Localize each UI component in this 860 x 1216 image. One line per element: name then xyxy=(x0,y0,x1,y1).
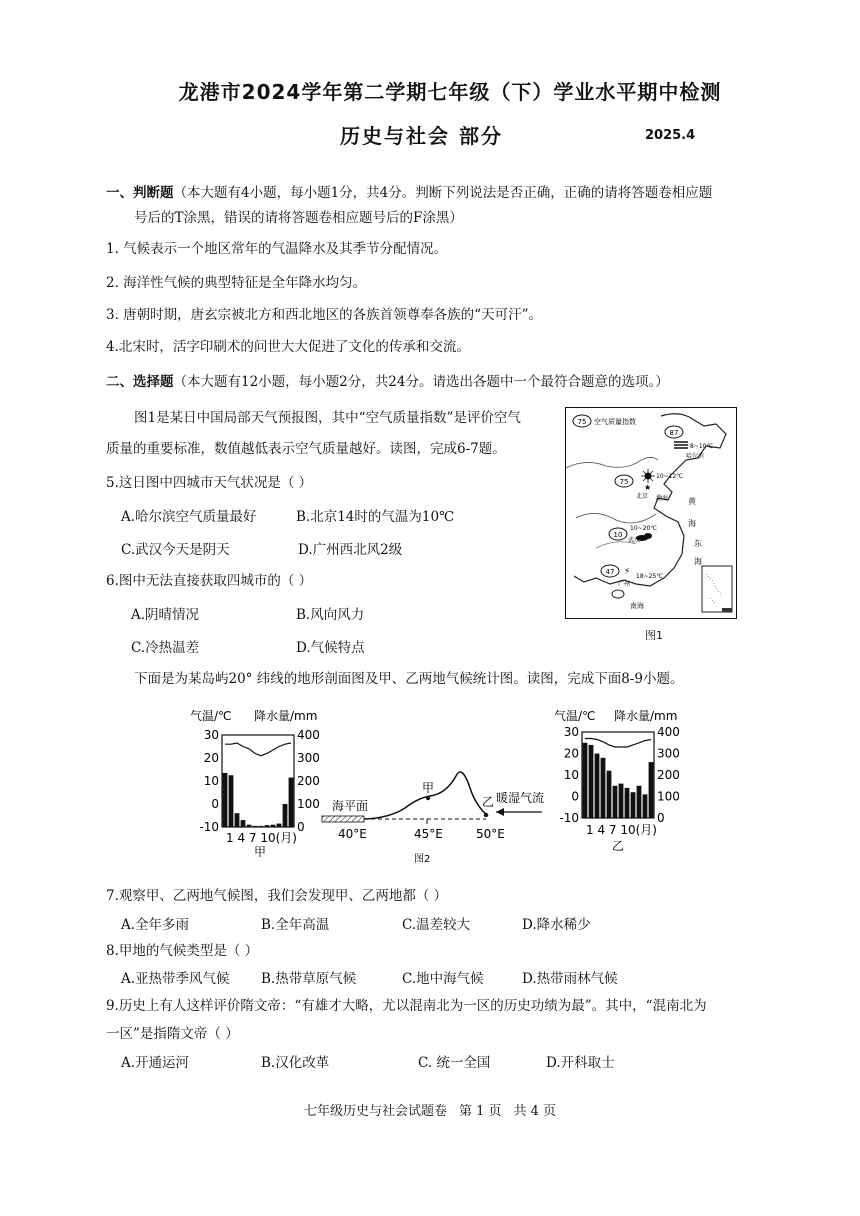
wuhan-label: 武汉 xyxy=(628,537,641,544)
section1-heading: 一、判断题 xyxy=(106,185,174,201)
yi-temp-tick: -10 xyxy=(559,811,579,825)
legend-aqi-value: 75 xyxy=(577,418,587,426)
figure2-caption: 图2 xyxy=(414,854,431,865)
q7-option-c: C.温差较大 xyxy=(402,917,471,933)
yi-temp-tick: 10 xyxy=(563,768,579,782)
jia-precip-bar xyxy=(277,824,282,827)
exam-subtitle: 历史与社会 部分 xyxy=(340,124,503,148)
yi-precip-bar xyxy=(625,788,630,818)
q7-option-b: B.全年高温 xyxy=(261,917,330,933)
yi-precip-bar xyxy=(631,792,636,818)
section2-heading: 二、选择题 xyxy=(106,374,174,390)
q6-option-d: D.气候特点 xyxy=(296,640,365,656)
yi-precip-tick: 400 xyxy=(657,725,680,739)
jia-precip-bar xyxy=(259,826,264,827)
river xyxy=(576,513,656,522)
section1-instruction-line2: 号后的T涂黑，错误的请将答题卷相应题号后的F涂黑） xyxy=(134,210,463,226)
section2-instruction: （本大题有12小题，每小题2分，共24分。请选出各题中一个最符合题意的选项。） xyxy=(173,374,669,390)
lon-40e: 40°E xyxy=(338,827,367,841)
jia-precip-bar xyxy=(235,813,240,827)
question-1: 1. 气候表示一个地区常年的气温降水及其季节分配情况。 xyxy=(106,241,448,257)
q8-option-a: A.亚热带季风气候 xyxy=(121,971,230,987)
yi-temp-line xyxy=(585,739,651,748)
coastline xyxy=(574,414,726,586)
yi-precip-bar xyxy=(589,745,594,818)
yi-chart-label: 乙 xyxy=(612,839,625,853)
yi-month-labels: 1 4 7 10(月) xyxy=(586,823,657,837)
wuhan-temp: 10~20℃ xyxy=(630,525,658,532)
q6-option-b: B.风向风力 xyxy=(296,607,365,623)
question-7: 7.观察甲、乙两地气候图，我们会发现甲、乙两地都（ ） xyxy=(106,888,448,904)
jia-precip-axis-title: 降水量/mm xyxy=(254,709,318,723)
question-9-line1: 9.历史上有人这样评价隋文帝：“有雄才大略，尤以混南北为一区的历史功绩为最”。其中，“混南北为 xyxy=(106,998,707,1014)
q5-option-b: B.北京14时的气温为10℃ xyxy=(296,509,455,525)
yi-precip-tick: 200 xyxy=(657,768,680,782)
sea-hatch xyxy=(322,816,364,822)
q9-option-b: B.汉化改革 xyxy=(261,1055,330,1071)
bohai-label: 渤海 xyxy=(656,495,669,502)
beijing-temp: 10~12℃ xyxy=(656,473,684,480)
jia-temp-line xyxy=(225,743,291,756)
q5-option-c: C.武汉今天是阴天 xyxy=(121,542,230,558)
lon-50e: 50°E xyxy=(476,827,505,841)
figure1-weather-map xyxy=(565,407,737,619)
guangzhou-temp: 18~25℃ xyxy=(636,573,664,580)
guangzhou-aqi: 47 xyxy=(605,568,615,576)
q5-option-a: A.哈尔滨空气质量最好 xyxy=(121,509,257,525)
yi-precip-bar xyxy=(601,758,606,818)
wuhan-aqi: 10 xyxy=(613,531,623,539)
sun-icon xyxy=(641,469,655,483)
guangzhou-label: 广州 xyxy=(618,581,631,588)
hainan-island xyxy=(612,590,624,598)
jia-precip-bar xyxy=(229,775,234,827)
yi-precip-bar xyxy=(595,754,600,819)
yi-precip-ticks xyxy=(657,725,680,825)
jia-temp-tick: 10 xyxy=(203,774,219,788)
yi-precip-bar xyxy=(643,794,648,818)
footer-total: 共 4 页 xyxy=(513,1104,557,1119)
section2-instruction-line xyxy=(106,370,669,390)
figure1-intro-line1: 图1是某日中国局部天气预报图，其中“空气质量指数”是评价空气 xyxy=(134,410,521,426)
q8-option-c: C.地中海气候 xyxy=(402,971,484,987)
yi-bars xyxy=(583,743,654,818)
sea-level-label: 海平面 xyxy=(332,799,369,813)
q8-option-b: B.热带草原气候 xyxy=(261,971,357,987)
jia-temp-tick: 30 xyxy=(203,728,219,742)
yi-temp-tick: 30 xyxy=(563,725,579,739)
legend-aqi-label: 空气质量指数 xyxy=(594,418,636,426)
footer-exam-name: 七年级历史与社会试题卷 xyxy=(303,1104,447,1119)
jia-precip-bar xyxy=(253,826,258,827)
page-footer xyxy=(0,1100,860,1119)
jia-precip-tick: 100 xyxy=(297,797,320,811)
thunderstorm-icon: ⚡ xyxy=(624,567,631,577)
huanghai-label-2: 海 xyxy=(688,519,696,528)
jia-precip-bar xyxy=(265,825,270,827)
jia-precip-bar xyxy=(271,825,276,827)
jia-precip-tick: 400 xyxy=(297,728,320,742)
airflow-label: 暖湿气流 xyxy=(496,791,545,805)
q7-option-d: D.降水稀少 xyxy=(522,917,591,933)
jia-precip-ticks xyxy=(297,728,320,834)
question-4: 4.北宋时，活字印刷术的问世大大促进了文化的传承和交流。 xyxy=(106,339,470,355)
q6-option-a: A.阴晴情况 xyxy=(131,607,200,623)
q9-option-c: C. 统一全国 xyxy=(418,1055,491,1071)
figure1-intro-line2: 质量的重要标准，数值越低表示空气质量越好。读图，完成6-7题。 xyxy=(106,441,506,457)
q8-option-d: D.热带雨林气候 xyxy=(522,971,618,987)
inset-scale xyxy=(722,608,732,612)
yi-point-label: 乙 xyxy=(482,795,495,809)
yi-precip-bar xyxy=(613,786,618,818)
jia-precip-tick: 0 xyxy=(297,820,305,834)
yi-precip-bar xyxy=(583,743,588,818)
terrain-profile xyxy=(364,772,488,819)
question-5: 5.这日图中四城市天气状况是（ ） xyxy=(106,475,313,491)
harbin-temp: 8~10℃ xyxy=(690,443,714,450)
yi-precip-bar xyxy=(649,762,654,818)
jia-precip-bar xyxy=(241,820,246,827)
jia-chart-label: 甲 xyxy=(254,845,267,859)
question-8: 8.甲地的气候类型是（ ） xyxy=(106,943,259,959)
donghai-label-1: 东 xyxy=(694,539,702,548)
jia-temp-tick: 20 xyxy=(203,751,219,765)
q6-option-c: C.冷热温差 xyxy=(131,640,200,656)
airflow-arrow-head xyxy=(496,808,504,816)
question-3: 3. 唐朝时期，唐玄宗被北方和西北地区的各族首领尊奉各族的“天可汗”。 xyxy=(106,307,542,323)
harbin-label: 哈尔滨 xyxy=(686,453,705,460)
jia-temp-axis-title: 气温/℃ xyxy=(190,709,232,723)
jia-temp-tick: 0 xyxy=(211,797,219,811)
jia-precip-bar xyxy=(247,825,252,827)
yi-temp-ticks xyxy=(559,725,579,825)
capital-star-icon: ★ xyxy=(644,483,652,492)
jia-month-labels: 1 4 7 10(月) xyxy=(226,831,297,845)
yi-precip-axis-title: 降水量/mm xyxy=(614,709,678,723)
q5-option-d: D.广州西北风2级 xyxy=(298,542,403,558)
nanhai-label: 南海 xyxy=(630,602,644,610)
footer-page: 第 1 页 xyxy=(458,1104,502,1119)
yi-temp-axis-title: 气温/℃ xyxy=(554,709,596,723)
exam-date: 2025.4 xyxy=(645,128,696,143)
yi-precip-tick: 0 xyxy=(657,811,665,825)
question-6: 6.图中无法直接获取四城市的（ ） xyxy=(106,573,313,589)
yi-precip-bar xyxy=(607,771,612,818)
province-border xyxy=(566,457,658,468)
section1-instruction-line1 xyxy=(106,181,712,201)
jia-precip-tick: 200 xyxy=(297,774,320,788)
figure2-svg xyxy=(190,706,700,868)
jia-precip-bar xyxy=(289,778,294,827)
yi-temp-tick: 0 xyxy=(571,789,579,804)
yi-precip-bar xyxy=(619,784,624,818)
huanghai-label-1: 黄 xyxy=(688,497,696,506)
exam-title: 龙港市2024学年第二学期七年级（下）学业水平期中检测 xyxy=(178,80,722,104)
figure1-caption: 图1 xyxy=(645,629,663,642)
yi-point-marker xyxy=(484,813,488,817)
question-2: 2. 海洋性气候的典型特征是全年降水均匀。 xyxy=(106,275,367,291)
harbin-aqi: 87 xyxy=(669,429,679,437)
q7-option-a: A.全年多雨 xyxy=(121,917,190,933)
jia-bars xyxy=(223,773,294,827)
question-9-line2: 一区”是指隋文帝（ ） xyxy=(106,1026,239,1042)
yi-precip-bar xyxy=(637,786,642,818)
jia-point-label: 甲 xyxy=(422,781,435,795)
yi-precip-tick: 100 xyxy=(657,789,680,804)
beijing-label: 北京 xyxy=(636,493,649,500)
jia-point-marker xyxy=(426,796,430,800)
donghai-label-2: 海 xyxy=(694,557,702,566)
lon-45e: 45°E xyxy=(414,827,443,841)
jia-temp-tick: -10 xyxy=(199,820,219,834)
jia-precip-bar xyxy=(283,804,288,827)
jia-precip-tick: 300 xyxy=(297,751,320,765)
figure2-intro: 下面是为某岛屿20° 纬线的地形剖面图及甲、乙两地气候统计图。读图，完成下面8-9小题。 xyxy=(134,671,684,687)
figure1-map-svg xyxy=(566,408,736,618)
q9-option-d: D.开科取士 xyxy=(546,1055,615,1071)
rain-icon xyxy=(674,442,688,448)
jia-temp-ticks xyxy=(199,728,219,834)
beijing-aqi: 75 xyxy=(619,478,629,486)
yi-precip-tick: 300 xyxy=(657,746,680,761)
jia-precip-bar xyxy=(223,773,228,827)
yi-temp-tick: 20 xyxy=(563,746,579,761)
section1-instruction: （本大题有4小题，每小题1分，共4分。判断下列说法是否正确，正确的请将答题卷相应题 xyxy=(173,185,713,201)
q9-option-a: A.开通运河 xyxy=(121,1055,190,1071)
